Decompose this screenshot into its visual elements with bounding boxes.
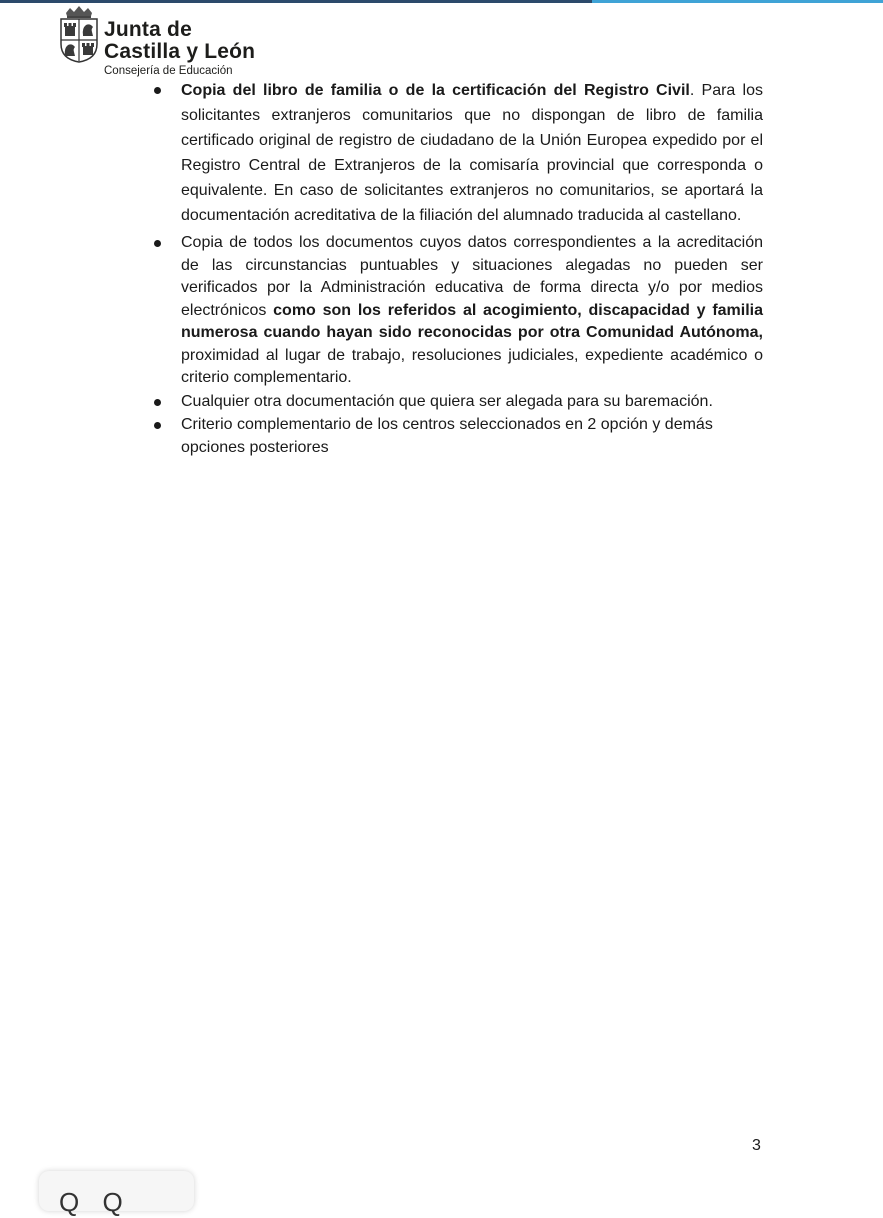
page-number: 3 [752, 1137, 761, 1154]
bullet-icon [154, 87, 161, 94]
bottom-floating-widget[interactable] [39, 1171, 194, 1217]
logo-title-line2: Castilla y León [104, 40, 256, 63]
header-bar-dark [0, 0, 592, 3]
list-item [152, 414, 763, 459]
required-documents-list [152, 78, 763, 459]
list-item [152, 78, 763, 228]
item-text: Criterio complementario de los centros seleccionados en 2 opción y demás opciones posteriores [181, 416, 713, 456]
bullet-icon [154, 240, 161, 247]
document-body [152, 78, 763, 459]
logo-title-line1: Junta de [104, 18, 192, 41]
list-item [152, 232, 763, 390]
widget-label: Q Q [59, 1187, 131, 1217]
item-text-before: Copia de todos los documentos cuyos datos correspondientes a la acreditación de las circunstancias puntuables y situaciones alegadas no pueden ser verificados por la Administración educativa de forma directa y/o por medios electrónicos [181, 234, 763, 319]
item-bold-text: como son los referidos al acogimiento, discapacidad y familia numerosa cuando hayan sido reconocidas por otra Comunidad Autónoma, [181, 301, 764, 341]
list-item [152, 391, 763, 414]
coat-of-arms-icon [58, 4, 100, 64]
logo-subtitle: Consejería de Educación [104, 65, 233, 77]
bullet-icon [154, 422, 161, 429]
item-text: . Para los solicitantes extranjeros comunitarios que no dispongan de libro de familia certificado original de registro de ciudadano de la Unión Europea expedido por el Registro Central de Extranjeros de la comisaría provincial que corresponda o equivalente. En caso de solicitantes extranjeros no comunitarios, se aportará la documentación acreditativa de la filiación del alumnado traducida al castellano. [181, 82, 763, 224]
item-text-after: proximidad al lugar de trabajo, resoluciones judiciales, expediente académico o criterio complementario. [181, 346, 763, 386]
bullet-icon [154, 399, 161, 406]
item-bold-text: Copia del libro de familia o de la certificación del Registro Civil [181, 82, 690, 99]
item-text: Cualquier otra documentación que quiera ser alegada para su baremación. [181, 392, 713, 410]
junta-castilla-leon-logo [56, 4, 256, 80]
header-bar-light [592, 0, 883, 3]
